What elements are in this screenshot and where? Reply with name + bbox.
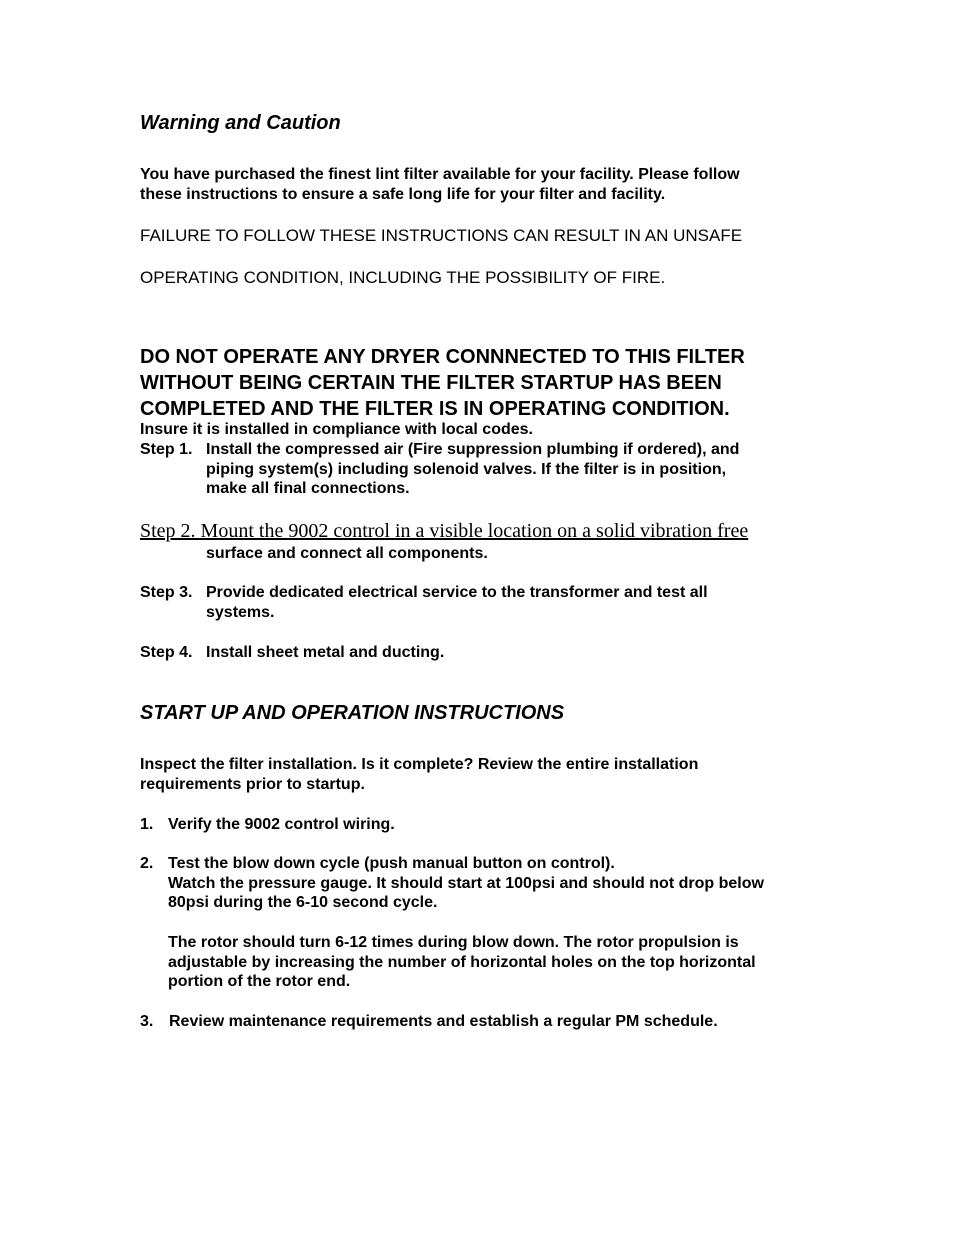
- list-item-2-text-1: Test the blow down cycle (push manual button on control).: [168, 855, 615, 872]
- step-4-number: Step 4.: [140, 644, 193, 661]
- step-1: [140, 441, 739, 459]
- list-item-1-number: 1.: [140, 816, 154, 833]
- inspect-line-2: requirements prior to startup.: [140, 776, 365, 793]
- donot-line-3: COMPLETED AND THE FILTER IS IN OPERATING CONDITION.: [140, 398, 730, 420]
- list-item-2-text-3: 80psi during the 6-10 second cycle.: [168, 894, 438, 911]
- step-4-text: Install sheet metal and ducting.: [206, 644, 445, 661]
- step-3: [140, 584, 708, 602]
- intro-line-2: these instructions to ensure a safe long life for your filter and facility.: [140, 186, 666, 203]
- donot-line-1: DO NOT OPERATE ANY DRYER CONNNECTED TO THIS FILTER: [140, 346, 745, 368]
- list-item-3-text: Review maintenance requirements and establish a regular PM schedule.: [169, 1013, 718, 1030]
- step-1-text-3: make all final connections.: [206, 480, 410, 497]
- warning-heading: Warning and Caution: [140, 112, 341, 134]
- list-item-2-number: 2.: [140, 855, 154, 872]
- rotor-line-3: portion of the rotor end.: [168, 973, 351, 990]
- step-1-text-1: Install the compressed air (Fire suppression plumbing if ordered), and: [206, 441, 740, 458]
- list-item-3-number: 3.: [140, 1013, 154, 1030]
- rotor-line-1: The rotor should turn 6-12 times during blow down. The rotor propulsion is: [168, 934, 739, 951]
- intro-line-1: You have purchased the finest lint filter available for your facility. Please follow: [140, 166, 740, 183]
- step-2-line-1: Step 2. Mount the 9002 control in a visible location on a solid vibration free: [140, 520, 749, 542]
- list-item-2: [140, 855, 615, 873]
- step-3-number: Step 3.: [140, 584, 193, 601]
- failure-line-2: OPERATING CONDITION, INCLUDING THE POSSIBILITY OF FIRE.: [140, 268, 666, 287]
- step-2-line-2: surface and connect all components.: [206, 545, 488, 562]
- list-item-1-text: Verify the 9002 control wiring.: [168, 816, 395, 833]
- step-3-text-2: systems.: [206, 604, 275, 621]
- inspect-line-1: Inspect the filter installation. Is it complete? Review the entire installation: [140, 756, 699, 773]
- startup-heading: START UP AND OPERATION INSTRUCTIONS: [140, 702, 565, 724]
- list-item-2-text-2: Watch the pressure gauge. It should start at 100psi and should not drop below: [168, 875, 764, 892]
- list-item-3: [140, 1013, 718, 1031]
- failure-line-1: FAILURE TO FOLLOW THESE INSTRUCTIONS CAN RESULT IN AN UNSAFE: [140, 226, 743, 245]
- rotor-line-2: adjustable by increasing the number of horizontal holes on the top horizontal: [168, 954, 756, 971]
- step-3-text-1: Provide dedicated electrical service to the transformer and test all: [206, 584, 708, 601]
- step-4: [140, 644, 444, 662]
- insure-line: Insure it is installed in compliance with local codes.: [140, 421, 533, 438]
- step-1-text-2: piping system(s) including solenoid valves. If the filter is in position,: [206, 461, 727, 478]
- step-1-number: Step 1.: [140, 441, 193, 458]
- list-item-1: [140, 816, 395, 834]
- donot-line-2: WITHOUT BEING CERTAIN THE FILTER STARTUP HAS BEEN: [140, 372, 722, 394]
